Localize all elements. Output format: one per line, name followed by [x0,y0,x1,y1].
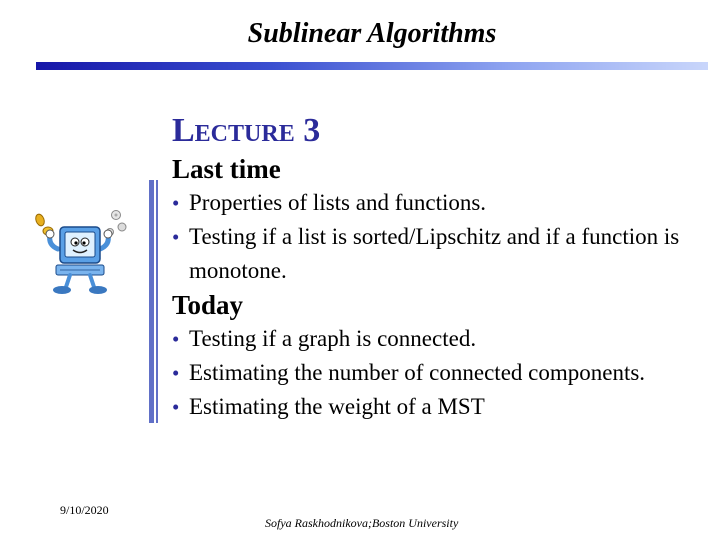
bullet-icon: • [172,225,180,249]
bullet-item [172,356,712,390]
bullet-text: Estimating the weight of a MST [189,394,485,419]
slide-footer: Sofya Raskhodnikova;Boston University [265,516,459,530]
decorative-side-bar-thin [156,180,158,423]
bullet-icon: • [172,395,180,419]
bullet-list-today [172,322,712,424]
bullet-item [172,186,712,220]
section-heading-last-time: Last time [172,154,281,184]
title-underline-rule [36,62,708,70]
bullet-icon: • [172,361,180,385]
bullet-list-last-time [172,186,712,288]
decorative-side-bar [149,180,154,423]
bullet-item [172,390,712,424]
bullet-text: Properties of lists and functions. [189,190,487,215]
section-heading-today: Today [172,290,244,320]
slide-content [172,110,712,424]
bullet-icon: • [172,327,180,351]
lecture-heading: Lecture 3 [172,112,321,149]
bullet-text: Testing if a list is sorted/Lipschitz and if a function is monotone. [189,224,680,283]
slide-date: 9/10/2020 [60,503,109,517]
bullet-item [172,322,712,356]
bullet-item [172,220,712,288]
bullet-text: Testing if a graph is connected. [189,326,477,351]
bullet-text: Estimating the number of connected components. [189,360,646,385]
bullet-icon: • [172,191,180,215]
computer-juggling-clipart-icon [30,205,130,300]
slide-title: Sublinear Algorithms [247,18,497,49]
